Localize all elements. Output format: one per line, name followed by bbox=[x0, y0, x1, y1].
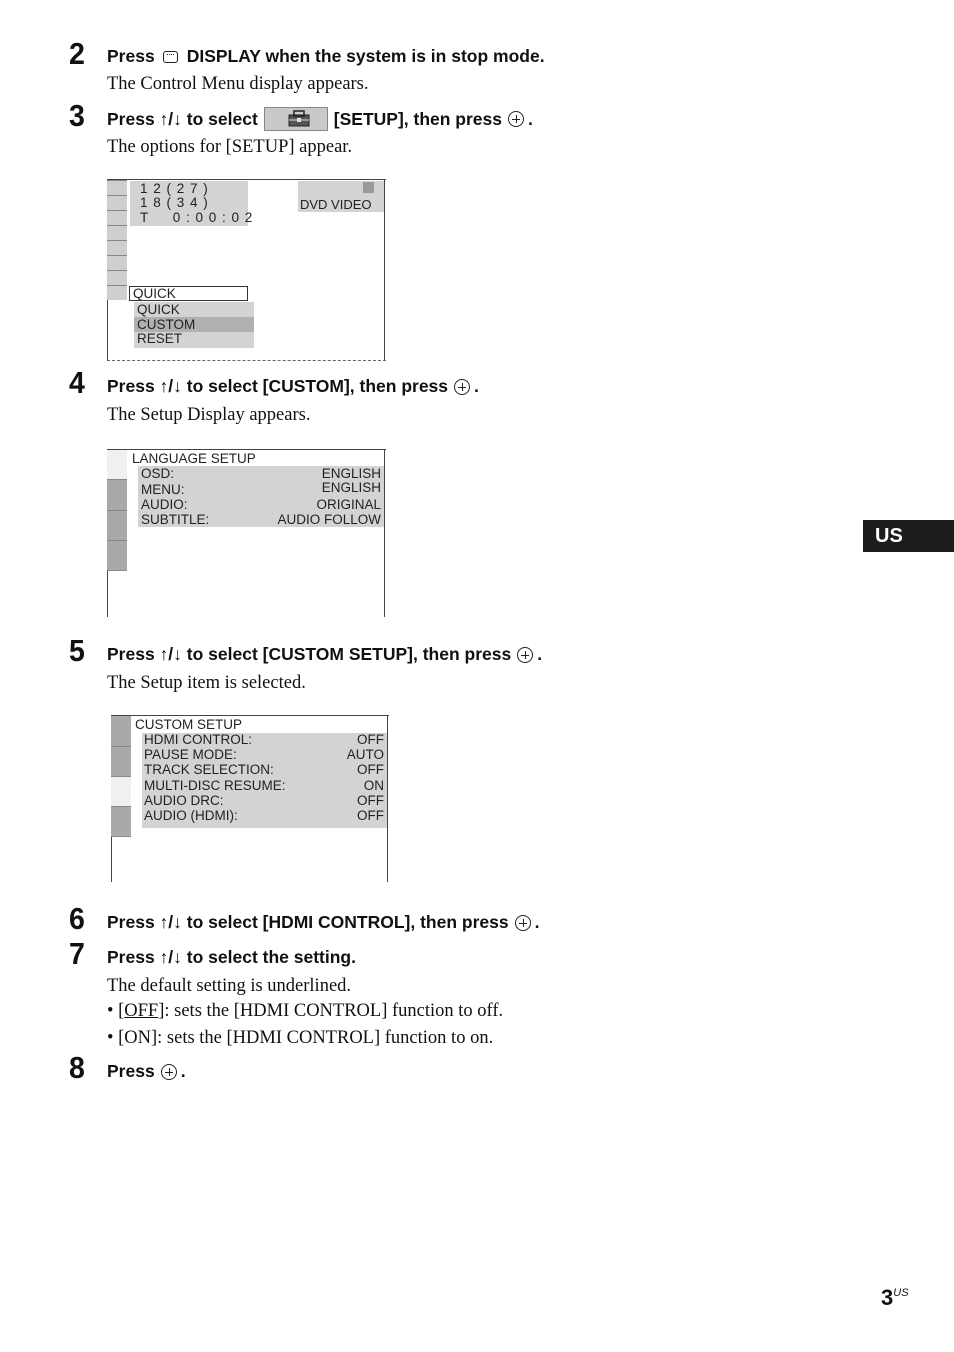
setting-row[interactable]: TRACK SELECTION: OFF bbox=[144, 762, 384, 777]
setup-header: CUSTOM SETUP bbox=[135, 717, 243, 732]
step-result: The options for [SETUP] appear. bbox=[107, 137, 353, 157]
step-instruction bbox=[107, 912, 539, 933]
control-menu-screen bbox=[107, 179, 386, 364]
setting-row[interactable]: PAUSE MODE: AUTO bbox=[144, 747, 384, 762]
step-number: 7 bbox=[69, 936, 85, 971]
setting-row[interactable]: AUDIO: ORIGINAL bbox=[141, 497, 381, 512]
media-type: DVD VIDEO bbox=[300, 197, 372, 212]
option-bullet-on: • [ON]: sets the [HDMI CONTROL] function to on. bbox=[107, 1028, 494, 1048]
setting-row[interactable]: MENU: ENGLISH bbox=[141, 480, 381, 497]
title-number: 1 2 ( 2 7 ) bbox=[140, 181, 209, 196]
option-reset[interactable]: RESET bbox=[137, 331, 183, 346]
enter-button-icon bbox=[508, 111, 524, 127]
instruction-end: . bbox=[537, 644, 543, 664]
selected-option-box[interactable]: QUICK bbox=[133, 286, 176, 301]
instruction-text: DISPLAY when the system is in stop mode. bbox=[186, 46, 545, 66]
instruction-text: Press bbox=[107, 1061, 155, 1081]
step-instruction bbox=[107, 46, 545, 67]
instruction-end: . bbox=[180, 1061, 186, 1081]
default-setting: OFF bbox=[124, 1001, 159, 1021]
instruction-text: Press ↑/↓ to select [HDMI CONTROL], then press bbox=[107, 912, 509, 932]
enter-button-icon bbox=[454, 379, 470, 395]
step-number: 4 bbox=[69, 365, 85, 400]
setup-header: LANGUAGE SETUP bbox=[132, 451, 256, 466]
setting-row[interactable]: AUDIO DRC: OFF bbox=[144, 793, 384, 808]
enter-button-icon bbox=[517, 647, 533, 663]
step-instruction bbox=[107, 947, 356, 968]
custom-setup-screen bbox=[111, 715, 389, 882]
setting-row-hdmi-control[interactable]: HDMI CONTROL: OFF bbox=[144, 732, 384, 747]
enter-button-icon bbox=[161, 1064, 177, 1080]
custom-settings-list bbox=[144, 732, 387, 827]
setup-toolbox-icon bbox=[264, 107, 328, 131]
step-number: 5 bbox=[69, 633, 85, 668]
step-instruction bbox=[107, 1061, 186, 1082]
instruction-end: . bbox=[528, 108, 533, 129]
instruction-text: Press ↑/↓ to select bbox=[107, 108, 258, 129]
instruction-text: Press bbox=[107, 46, 155, 66]
option-quick[interactable]: QUICK bbox=[137, 302, 180, 317]
enter-button-icon bbox=[515, 915, 531, 931]
instruction-end: . bbox=[534, 912, 540, 932]
step-result: The Setup Display appears. bbox=[107, 405, 311, 425]
option-bullet-off: • [OFF]: sets the [HDMI CONTROL] function to off. bbox=[107, 1001, 504, 1021]
step-result: The default setting is underlined. bbox=[107, 976, 352, 996]
instruction-text: Press ↑/↓ to select the setting. bbox=[107, 947, 356, 967]
instruction-text: Press ↑/↓ to select [CUSTOM], then press bbox=[107, 376, 449, 396]
option-custom[interactable]: CUSTOM bbox=[137, 317, 196, 332]
setting-row[interactable]: SUBTITLE: AUDIO FOLLOW bbox=[141, 512, 381, 527]
media-indicator bbox=[363, 182, 374, 193]
setting-row[interactable]: AUDIO (HDMI): OFF bbox=[144, 808, 384, 823]
step-number: 2 bbox=[69, 36, 85, 71]
display-button-icon bbox=[163, 51, 178, 63]
instruction-text: Press ↑/↓ to select [CUSTOM SETUP], then press bbox=[107, 644, 512, 664]
step-number: 8 bbox=[69, 1050, 85, 1085]
step-result: The Setup item is selected. bbox=[107, 673, 306, 693]
step-instruction bbox=[107, 644, 542, 665]
step-instruction bbox=[107, 107, 533, 131]
setting-row[interactable]: MULTI-DISC RESUME: ON bbox=[144, 778, 384, 793]
language-setup-screen bbox=[107, 449, 386, 617]
step-result: The Control Menu display appears. bbox=[107, 74, 369, 94]
language-settings-list bbox=[141, 466, 384, 527]
instruction-text: [SETUP], then press bbox=[333, 108, 503, 129]
step-number: 6 bbox=[69, 901, 85, 936]
step-instruction bbox=[107, 376, 479, 397]
playing-time: T 0 : 0 0 : 0 2 bbox=[140, 210, 254, 225]
step-number: 3 bbox=[69, 98, 85, 133]
setting-row[interactable]: OSD: ENGLISH bbox=[141, 466, 381, 481]
region-tab: US bbox=[863, 520, 954, 552]
instruction-end: . bbox=[474, 376, 479, 396]
chapter-number: 1 8 ( 3 4 ) bbox=[140, 195, 209, 210]
page-number: $3^{US}$ bbox=[881, 1285, 909, 1310]
